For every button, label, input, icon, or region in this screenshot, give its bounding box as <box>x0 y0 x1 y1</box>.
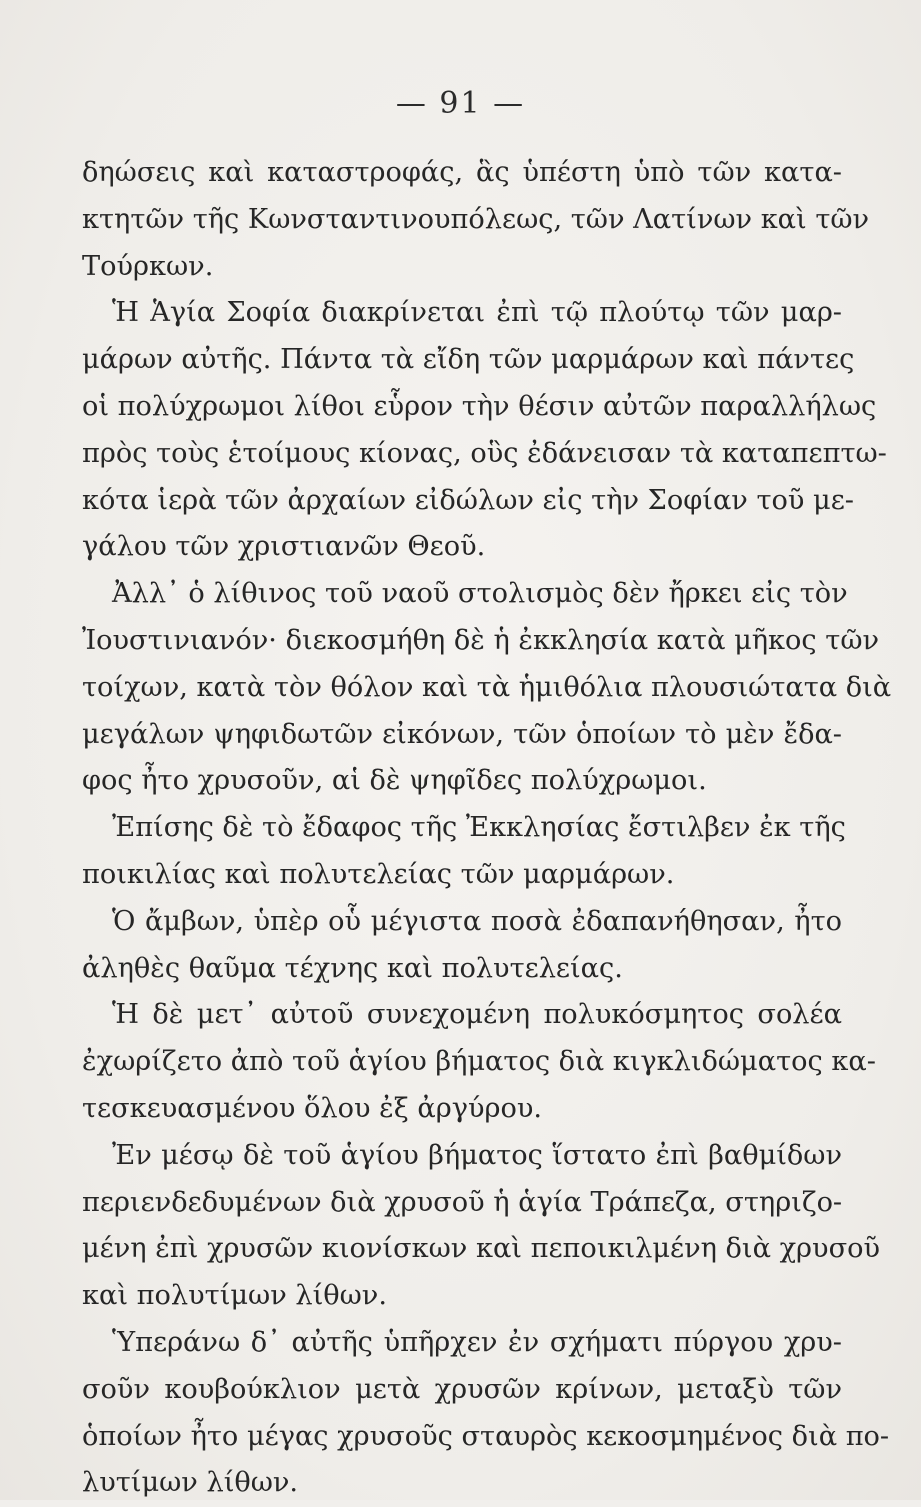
text-line: Τούρκων. <box>82 250 214 282</box>
text-line: Ὑπεράνω δ᾽ αὐτῆς ὑπῆρχεν ἐν σχήματι πύργου χρυ- <box>112 1326 842 1358</box>
text-line: κότα ἱερὰ τῶν ἀρχαίων εἰδώλων εἰς τὴν Σοφίαν τοῦ με- <box>82 484 854 516</box>
text-line: λυτίμων λίθων. <box>82 1467 299 1499</box>
text-line: μάρων αὐτῆς. Πάντα τὰ εἴδη τῶν μαρμάρων καὶ πάντες <box>82 344 855 376</box>
text-line: γάλου τῶν χριστιανῶν Θεοῦ. <box>82 531 486 563</box>
body-text <box>82 150 892 1507</box>
text-line: περιενδεδυμένων διὰ χρυσοῦ ἡ ἁγία Τράπεζα, στηριζο- <box>82 1186 843 1218</box>
text-line: Ἰουστινιανόν· διεκοσμήθη δὲ ἡ ἐκκλησία κατὰ μῆκος τῶν <box>82 624 880 656</box>
text-line: ἀληθὲς θαῦμα τέχνης καὶ πολυτελείας. <box>82 952 623 984</box>
text-line: ποικιλίας καὶ πολυτελείας τῶν μαρμάρων. <box>82 858 675 890</box>
text-line: Ἀλλ᾽ ὁ λίθινος τοῦ ναοῦ στολισμὸς δὲν ἤρκει εἰς τὸν <box>112 578 848 610</box>
text-line: σοῦν κουβούκλιον μετὰ χρυσῶν κρίνων, μεταξὺ τῶν <box>82 1373 842 1405</box>
text-line: τοίχων, κατὰ τὸν θόλον καὶ τὰ ἡμιθόλια πλουσιώτατα διὰ <box>82 671 892 703</box>
text-line: κτητῶν τῆς Κωνσταντινουπόλεως, τῶν Λατίνων καὶ τῶν <box>82 203 870 235</box>
text-line: ὁποίων ἦτο μέγας χρυσοῦς σταυρὸς κεκοσμημένος διὰ πο- <box>82 1420 890 1452</box>
text-line: Ἐν μέσῳ δὲ τοῦ ἁγίου βήματος ἵστατο ἐπὶ βαθμίδων <box>112 1139 842 1171</box>
text-line: φος ἦτο χρυσοῦν, αἱ δὲ ψηφῖδες πολύχρωμοι. <box>82 765 707 797</box>
page-number: — 91 — <box>395 86 526 121</box>
text-line: πρὸς τοὺς ἑτοίμους κίονας, οὓς ἐδάνεισαν τὰ καταπεπτω- <box>82 437 887 469</box>
text-line: Ὁ ἄμβων, ὑπὲρ οὗ μέγιστα ποσὰ ἐδαπανήθησαν, ἦτο <box>112 905 842 937</box>
text-line: Ἡ δὲ μετ᾽ αὐτοῦ συνεχομένη πολυκόσμητος σολέα <box>112 999 842 1031</box>
text-line: τεσκευασμένου ὅλου ἐξ ἀργύρου. <box>82 1092 543 1124</box>
text-line: ἐχωρίζετο ἀπὸ τοῦ ἁγίου βήματος διὰ κιγκλιδώματος κα- <box>82 1046 876 1078</box>
text-line: Ἐπίσης δὲ τὸ ἔδαφος τῆς Ἐκκλησίας ἔστιλβεν ἐκ τῆς <box>112 812 846 844</box>
text-line: οἱ πολύχρωμοι λίθοι εὗρον τὴν θέσιν αὐτῶν παραλλήλως <box>82 390 877 422</box>
text-line: μένη ἐπὶ χρυσῶν κιονίσκων καὶ πεποικιλμένη διὰ χρυσοῦ <box>82 1233 881 1265</box>
text-line: Ἡ Ἁγία Σοφία διακρίνεται ἐπὶ τῷ πλούτῳ τῶν μαρ- <box>112 297 842 329</box>
text-line: δηώσεις καὶ καταστροφάς, ἃς ὑπέστη ὑπὸ τῶν κατα- <box>82 157 842 188</box>
text-line: μεγάλων ψηφιδωτῶν εἰκόνων, τῶν ὁποίων τὸ μὲν ἔδα- <box>82 718 842 750</box>
text-line: καὶ πολυτίμων λίθων. <box>82 1280 387 1312</box>
